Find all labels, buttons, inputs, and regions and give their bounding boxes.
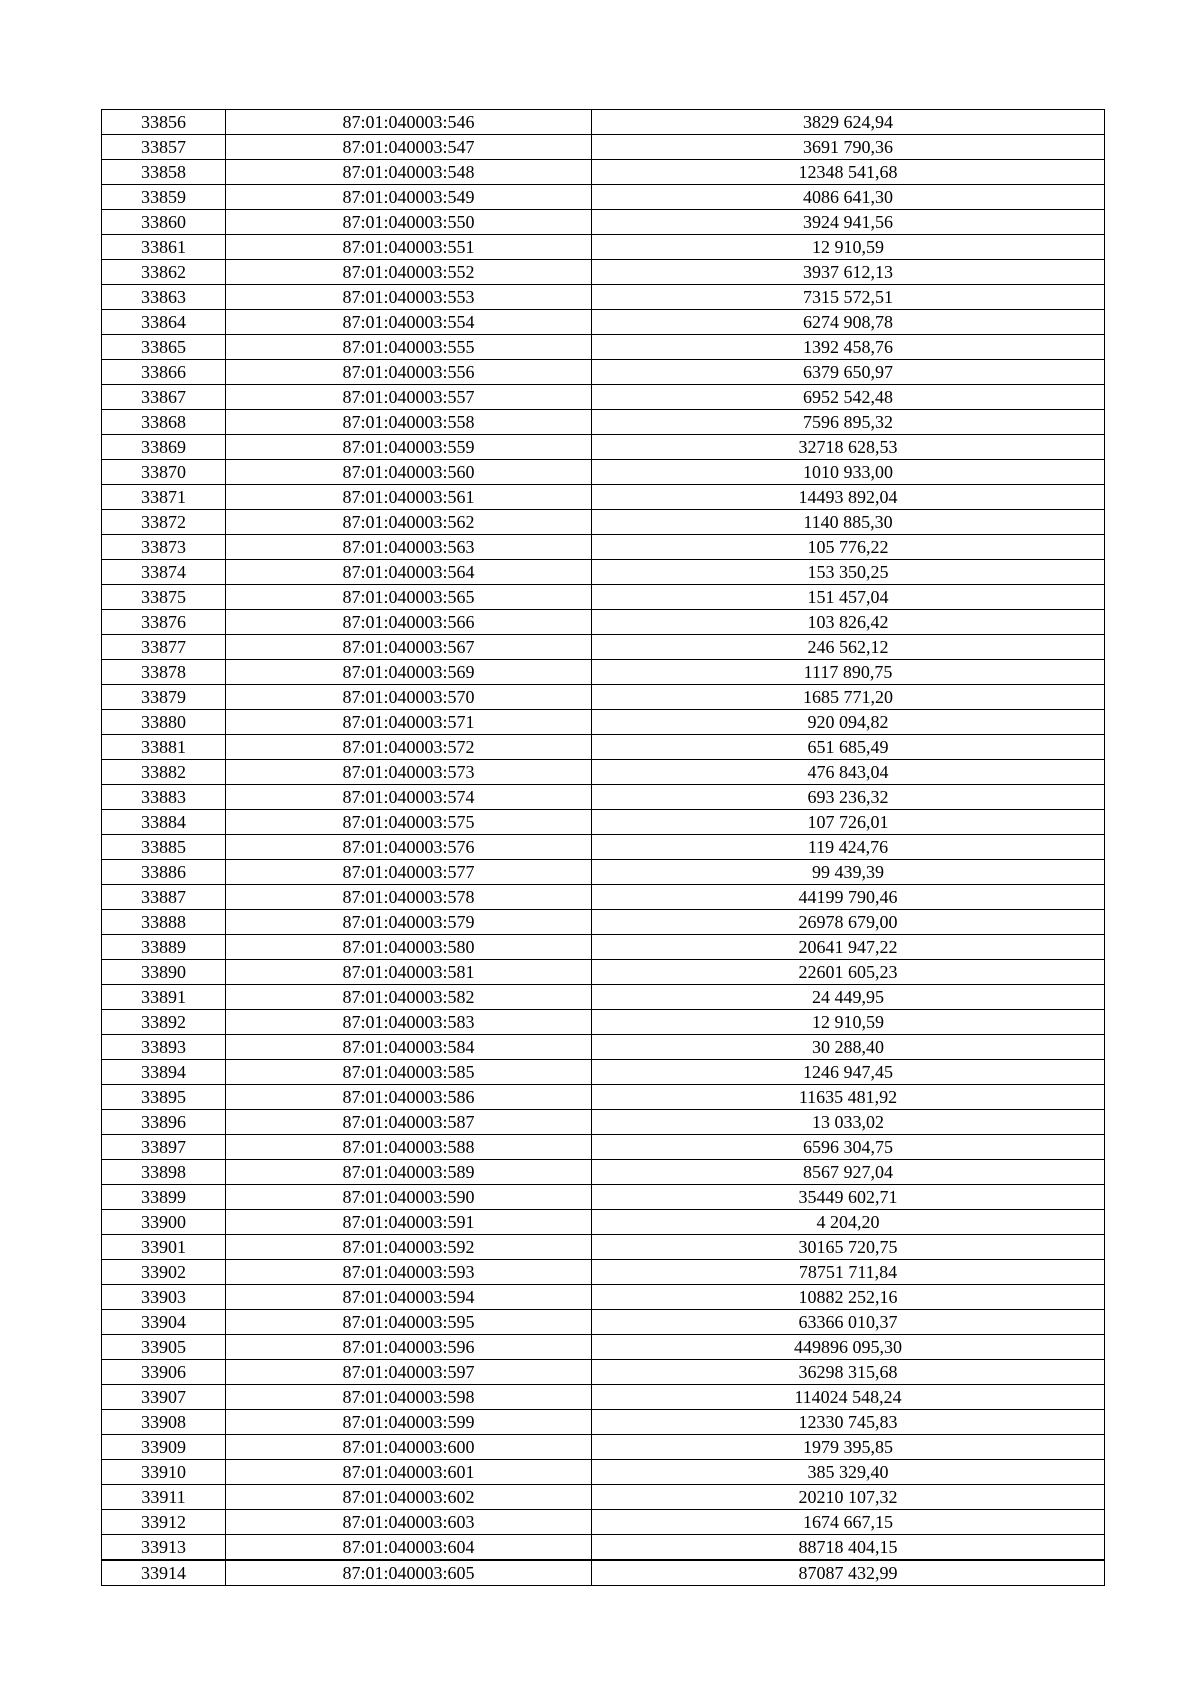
- table-row: [102, 1060, 1105, 1085]
- cadastral-value-cell: 3691 790,36: [592, 135, 1105, 160]
- row-number-cell: 33861: [102, 235, 226, 260]
- row-number-cell: 33865: [102, 335, 226, 360]
- row-number-cell: 33877: [102, 635, 226, 660]
- table-row: [102, 760, 1105, 785]
- table-row: [102, 160, 1105, 185]
- table-row: [102, 235, 1105, 260]
- cadastral-number-cell: 87:01:040003:574: [226, 785, 592, 810]
- table-row: [102, 1285, 1105, 1310]
- row-number-cell: 33860: [102, 210, 226, 235]
- cadastral-number-cell: 87:01:040003:575: [226, 810, 592, 835]
- row-number-cell: 33902: [102, 1260, 226, 1285]
- cadastral-number-cell: 87:01:040003:583: [226, 1010, 592, 1035]
- cadastral-value-cell: 1010 933,00: [592, 460, 1105, 485]
- cadastral-value-cell: 99 439,39: [592, 860, 1105, 885]
- cadastral-number-cell: 87:01:040003:592: [226, 1235, 592, 1260]
- cadastral-value-cell: 32718 628,53: [592, 435, 1105, 460]
- cadastral-number-cell: 87:01:040003:585: [226, 1060, 592, 1085]
- cadastral-number-cell: 87:01:040003:600: [226, 1435, 592, 1460]
- row-number-cell: 33867: [102, 385, 226, 410]
- cadastral-value-cell: 693 236,32: [592, 785, 1105, 810]
- table-row: [102, 1085, 1105, 1110]
- row-number-cell: 33880: [102, 710, 226, 735]
- cadastral-number-cell: 87:01:040003:565: [226, 585, 592, 610]
- table-row: [102, 985, 1105, 1010]
- cadastral-number-cell: 87:01:040003:554: [226, 310, 592, 335]
- cadastral-number-cell: 87:01:040003:605: [226, 1560, 592, 1586]
- cadastral-value-cell: 1392 458,76: [592, 335, 1105, 360]
- cadastral-value-cell: 3937 612,13: [592, 260, 1105, 285]
- table-row: [102, 560, 1105, 585]
- table-row: [102, 1260, 1105, 1285]
- cadastral-number-cell: 87:01:040003:581: [226, 960, 592, 985]
- cadastral-value-cell: 78751 711,84: [592, 1260, 1105, 1285]
- cadastral-value-cell: 30165 720,75: [592, 1235, 1105, 1260]
- row-number-cell: 33914: [102, 1560, 226, 1586]
- cadastral-value-cell: 1979 395,85: [592, 1435, 1105, 1460]
- row-number-cell: 33901: [102, 1235, 226, 1260]
- table-row: [102, 785, 1105, 810]
- table-row: [102, 835, 1105, 860]
- cadastral-number-cell: 87:01:040003:586: [226, 1085, 592, 1110]
- row-number-cell: 33863: [102, 285, 226, 310]
- table-row: [102, 410, 1105, 435]
- row-number-cell: 33894: [102, 1060, 226, 1085]
- cadastral-number-cell: 87:01:040003:548: [226, 160, 592, 185]
- cadastral-number-cell: 87:01:040003:591: [226, 1210, 592, 1235]
- cadastral-number-cell: 87:01:040003:553: [226, 285, 592, 310]
- row-number-cell: 33909: [102, 1435, 226, 1460]
- cadastral-number-cell: 87:01:040003:549: [226, 185, 592, 210]
- row-number-cell: 33857: [102, 135, 226, 160]
- table-row: [102, 1360, 1105, 1385]
- row-number-cell: 33866: [102, 360, 226, 385]
- table-row: [102, 1510, 1105, 1535]
- row-number-cell: 33896: [102, 1110, 226, 1135]
- row-number-cell: 33864: [102, 310, 226, 335]
- row-number-cell: 33904: [102, 1310, 226, 1335]
- row-number-cell: 33870: [102, 460, 226, 485]
- row-number-cell: 33898: [102, 1160, 226, 1185]
- table-row: [102, 1385, 1105, 1410]
- table-row: [102, 1235, 1105, 1260]
- row-number-cell: 33883: [102, 785, 226, 810]
- table-row: [102, 260, 1105, 285]
- row-number-cell: 33892: [102, 1010, 226, 1035]
- table-row: [102, 960, 1105, 985]
- cadastral-number-cell: 87:01:040003:603: [226, 1510, 592, 1535]
- cadastral-number-cell: 87:01:040003:569: [226, 660, 592, 685]
- row-number-cell: 33893: [102, 1035, 226, 1060]
- table-row: [102, 510, 1105, 535]
- cadastral-value-cell: 6379 650,97: [592, 360, 1105, 385]
- cadastral-number-cell: 87:01:040003:550: [226, 210, 592, 235]
- cadastral-value-cell: 8567 927,04: [592, 1160, 1105, 1185]
- cadastral-number-cell: 87:01:040003:601: [226, 1460, 592, 1485]
- row-number-cell: 33858: [102, 160, 226, 185]
- cadastral-number-cell: 87:01:040003:580: [226, 935, 592, 960]
- row-number-cell: 33862: [102, 260, 226, 285]
- table-row: [102, 735, 1105, 760]
- cadastral-value-cell: 35449 602,71: [592, 1185, 1105, 1210]
- cadastral-value-cell: 105 776,22: [592, 535, 1105, 560]
- row-number-cell: 33869: [102, 435, 226, 460]
- table-body: [102, 110, 1105, 1586]
- cadastral-number-cell: 87:01:040003:582: [226, 985, 592, 1010]
- table-row: [102, 1335, 1105, 1360]
- row-number-cell: 33889: [102, 935, 226, 960]
- cadastral-number-cell: 87:01:040003:578: [226, 885, 592, 910]
- cadastral-value-cell: 114024 548,24: [592, 1385, 1105, 1410]
- table-row: [102, 1185, 1105, 1210]
- cadastral-number-cell: 87:01:040003:593: [226, 1260, 592, 1285]
- cadastral-value-cell: 1246 947,45: [592, 1060, 1105, 1085]
- row-number-cell: 33888: [102, 910, 226, 935]
- table-row: [102, 110, 1105, 135]
- cadastral-number-cell: 87:01:040003:551: [226, 235, 592, 260]
- cadastral-number-cell: 87:01:040003:555: [226, 335, 592, 360]
- table-row: [102, 860, 1105, 885]
- table-row: [102, 1460, 1105, 1485]
- row-number-cell: 33879: [102, 685, 226, 710]
- cadastral-value-cell: 26978 679,00: [592, 910, 1105, 935]
- cadastral-value-cell: 3829 624,94: [592, 110, 1105, 135]
- table-row: [102, 135, 1105, 160]
- cadastral-number-cell: 87:01:040003:573: [226, 760, 592, 785]
- table-row: [102, 935, 1105, 960]
- row-number-cell: 33886: [102, 860, 226, 885]
- row-number-cell: 33885: [102, 835, 226, 860]
- table-row: [102, 385, 1105, 410]
- table-row: [102, 635, 1105, 660]
- table-row: [102, 1010, 1105, 1035]
- cadastral-number-cell: 87:01:040003:576: [226, 835, 592, 860]
- table-row: [102, 335, 1105, 360]
- table-row: [102, 1110, 1105, 1135]
- cadastral-value-cell: 12 910,59: [592, 235, 1105, 260]
- cadastral-value-cell: 20210 107,32: [592, 1485, 1105, 1510]
- cadastral-value-cell: 7315 572,51: [592, 285, 1105, 310]
- cadastral-number-cell: 87:01:040003:558: [226, 410, 592, 435]
- cadastral-value-cell: 103 826,42: [592, 610, 1105, 635]
- cadastral-value-cell: 1117 890,75: [592, 660, 1105, 685]
- row-number-cell: 33900: [102, 1210, 226, 1235]
- cadastral-number-cell: 87:01:040003:572: [226, 735, 592, 760]
- row-number-cell: 33871: [102, 485, 226, 510]
- cadastral-number-cell: 87:01:040003:560: [226, 460, 592, 485]
- cadastral-number-cell: 87:01:040003:557: [226, 385, 592, 410]
- table-row: [102, 1410, 1105, 1435]
- cadastral-value-cell: 385 329,40: [592, 1460, 1105, 1485]
- cadastral-value-cell: 1685 771,20: [592, 685, 1105, 710]
- table-row: [102, 1485, 1105, 1510]
- row-number-cell: 33907: [102, 1385, 226, 1410]
- cadastral-number-cell: 87:01:040003:577: [226, 860, 592, 885]
- row-number-cell: 33856: [102, 110, 226, 135]
- cadastral-value-cell: 153 350,25: [592, 560, 1105, 585]
- row-number-cell: 33910: [102, 1460, 226, 1485]
- table-row: [102, 1435, 1105, 1460]
- cadastral-value-cell: 11635 481,92: [592, 1085, 1105, 1110]
- table-row: [102, 610, 1105, 635]
- row-number-cell: 33903: [102, 1285, 226, 1310]
- cadastral-number-cell: 87:01:040003:589: [226, 1160, 592, 1185]
- cadastral-number-cell: 87:01:040003:587: [226, 1110, 592, 1135]
- cadastral-value-cell: 30 288,40: [592, 1035, 1105, 1060]
- row-number-cell: 33897: [102, 1135, 226, 1160]
- cadastral-number-cell: 87:01:040003:584: [226, 1035, 592, 1060]
- row-number-cell: 33874: [102, 560, 226, 585]
- cadastral-value-cell: 12348 541,68: [592, 160, 1105, 185]
- cadastral-value-cell: 6952 542,48: [592, 385, 1105, 410]
- table-row: [102, 810, 1105, 835]
- table-row: [102, 710, 1105, 735]
- cadastral-number-cell: 87:01:040003:563: [226, 535, 592, 560]
- cadastral-number-cell: 87:01:040003:595: [226, 1310, 592, 1335]
- cadastral-value-cell: 6274 908,78: [592, 310, 1105, 335]
- table-row: [102, 310, 1105, 335]
- table-row: [102, 360, 1105, 385]
- cadastral-value-cell: 4 204,20: [592, 1210, 1105, 1235]
- cadastral-value-cell: 36298 315,68: [592, 1360, 1105, 1385]
- row-number-cell: 33872: [102, 510, 226, 535]
- cadastral-value-cell: 1674 667,15: [592, 1510, 1105, 1535]
- row-number-cell: 33878: [102, 660, 226, 685]
- cadastral-number-cell: 87:01:040003:566: [226, 610, 592, 635]
- cadastral-value-table: [101, 109, 1105, 1586]
- cadastral-number-cell: 87:01:040003:579: [226, 910, 592, 935]
- cadastral-value-cell: 44199 790,46: [592, 885, 1105, 910]
- table-row: [102, 910, 1105, 935]
- row-number-cell: 33908: [102, 1410, 226, 1435]
- table-row: [102, 885, 1105, 910]
- cadastral-value-cell: 12330 745,83: [592, 1410, 1105, 1435]
- cadastral-value-cell: 449896 095,30: [592, 1335, 1105, 1360]
- table-row: [102, 1160, 1105, 1185]
- table-row: [102, 1560, 1105, 1586]
- cadastral-number-cell: 87:01:040003:571: [226, 710, 592, 735]
- row-number-cell: 33891: [102, 985, 226, 1010]
- table-row: [102, 585, 1105, 610]
- cadastral-number-cell: 87:01:040003:594: [226, 1285, 592, 1310]
- cadastral-value-cell: 151 457,04: [592, 585, 1105, 610]
- cadastral-number-cell: 87:01:040003:599: [226, 1410, 592, 1435]
- table-row: [102, 685, 1105, 710]
- cadastral-value-cell: 107 726,01: [592, 810, 1105, 835]
- cadastral-number-cell: 87:01:040003:552: [226, 260, 592, 285]
- row-number-cell: 33881: [102, 735, 226, 760]
- row-number-cell: 33876: [102, 610, 226, 635]
- cadastral-value-cell: 920 094,82: [592, 710, 1105, 735]
- row-number-cell: 33875: [102, 585, 226, 610]
- cadastral-number-cell: 87:01:040003:562: [226, 510, 592, 535]
- cadastral-value-cell: 1140 885,30: [592, 510, 1105, 535]
- table-row: [102, 285, 1105, 310]
- cadastral-value-cell: 14493 892,04: [592, 485, 1105, 510]
- row-number-cell: 33911: [102, 1485, 226, 1510]
- row-number-cell: 33895: [102, 1085, 226, 1110]
- cadastral-number-cell: 87:01:040003:590: [226, 1185, 592, 1210]
- row-number-cell: 33890: [102, 960, 226, 985]
- cadastral-value-cell: 119 424,76: [592, 835, 1105, 860]
- row-number-cell: 33906: [102, 1360, 226, 1385]
- cadastral-value-cell: 20641 947,22: [592, 935, 1105, 960]
- row-number-cell: 33899: [102, 1185, 226, 1210]
- cadastral-number-cell: 87:01:040003:567: [226, 635, 592, 660]
- table-row: [102, 185, 1105, 210]
- row-number-cell: 33912: [102, 1510, 226, 1535]
- row-number-cell: 33859: [102, 185, 226, 210]
- table-row: [102, 485, 1105, 510]
- cadastral-value-cell: 6596 304,75: [592, 1135, 1105, 1160]
- cadastral-value-cell: 24 449,95: [592, 985, 1105, 1010]
- cadastral-number-cell: 87:01:040003:546: [226, 110, 592, 135]
- row-number-cell: 33884: [102, 810, 226, 835]
- row-number-cell: 33882: [102, 760, 226, 785]
- cadastral-value-cell: 3924 941,56: [592, 210, 1105, 235]
- table-row: [102, 1035, 1105, 1060]
- cadastral-value-cell: 63366 010,37: [592, 1310, 1105, 1335]
- cadastral-value-cell: 7596 895,32: [592, 410, 1105, 435]
- cadastral-value-cell: 88718 404,15: [592, 1535, 1105, 1561]
- cadastral-number-cell: 87:01:040003:598: [226, 1385, 592, 1410]
- cadastral-value-cell: 246 562,12: [592, 635, 1105, 660]
- cadastral-number-cell: 87:01:040003:596: [226, 1335, 592, 1360]
- cadastral-number-cell: 87:01:040003:564: [226, 560, 592, 585]
- cadastral-value-cell: 10882 252,16: [592, 1285, 1105, 1310]
- cadastral-value-cell: 22601 605,23: [592, 960, 1105, 985]
- cadastral-value-cell: 651 685,49: [592, 735, 1105, 760]
- row-number-cell: 33887: [102, 885, 226, 910]
- table-row: [102, 1135, 1105, 1160]
- row-number-cell: 33905: [102, 1335, 226, 1360]
- cadastral-value-cell: 13 033,02: [592, 1110, 1105, 1135]
- table-row: [102, 1310, 1105, 1335]
- table-row: [102, 535, 1105, 560]
- cadastral-number-cell: 87:01:040003:570: [226, 685, 592, 710]
- cadastral-value-cell: 4086 641,30: [592, 185, 1105, 210]
- row-number-cell: 33868: [102, 410, 226, 435]
- cadastral-number-cell: 87:01:040003:602: [226, 1485, 592, 1510]
- cadastral-number-cell: 87:01:040003:561: [226, 485, 592, 510]
- table-row: [102, 435, 1105, 460]
- table-row: [102, 1210, 1105, 1235]
- cadastral-number-cell: 87:01:040003:559: [226, 435, 592, 460]
- cadastral-number-cell: 87:01:040003:604: [226, 1535, 592, 1561]
- row-number-cell: 33913: [102, 1535, 226, 1561]
- table-row: [102, 210, 1105, 235]
- table-row: [102, 1535, 1105, 1561]
- table-row: [102, 660, 1105, 685]
- cadastral-number-cell: 87:01:040003:556: [226, 360, 592, 385]
- cadastral-number-cell: 87:01:040003:547: [226, 135, 592, 160]
- cadastral-number-cell: 87:01:040003:597: [226, 1360, 592, 1385]
- cadastral-value-cell: 87087 432,99: [592, 1560, 1105, 1586]
- row-number-cell: 33873: [102, 535, 226, 560]
- cadastral-value-cell: 476 843,04: [592, 760, 1105, 785]
- cadastral-value-cell: 12 910,59: [592, 1010, 1105, 1035]
- cadastral-number-cell: 87:01:040003:588: [226, 1135, 592, 1160]
- table-row: [102, 460, 1105, 485]
